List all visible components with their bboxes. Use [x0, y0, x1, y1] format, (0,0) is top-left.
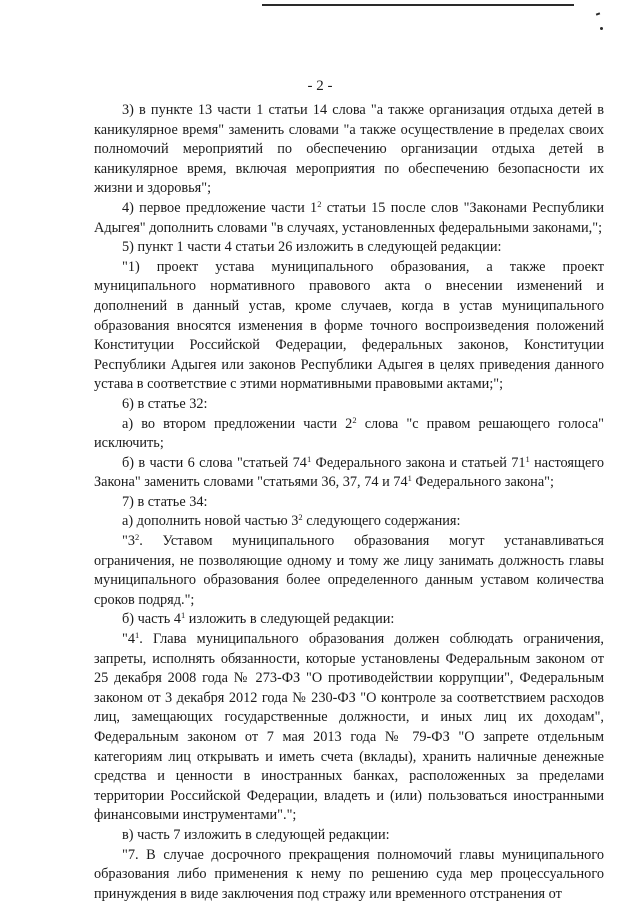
superscript: 2 [135, 532, 140, 543]
superscript: 1 [135, 630, 140, 641]
paragraph [94, 454, 604, 493]
paragraph [94, 238, 604, 258]
paragraph [94, 610, 604, 630]
scan-edge-line [262, 4, 574, 6]
superscript: 1 [180, 610, 186, 621]
text-run: . Глава муниципального образования должен соблюдать ограничения, запреты, исполнять обязанности, которые установлены Федеральным законом от 25 декабря 2008 года № 273-ФЗ "О противодействии коррупции", Федеральным законом от 3 декабря 2012 года № 230-ФЗ "О контроле за соответствием расходов лиц, замещающих государственные должности, и иных лиц их доходам", Федеральным законом от 7 мая 2013 года № 79-ФЗ "О запрете отдельным категориям лиц открывать и иметь счета (вклады), хранить наличные денежные средства и ценности в иностранных банках, расположенных за пределами территории Российской Федерации, владеть и (или) пользоваться иностранными финансовыми инструментами"."; [94, 631, 604, 824]
text-run: "1) проект устава муниципального образования, а также проект муниципального нормативного правового акта о внесении изменений и дополнений в данный устав, кроме случаев, когда в устав муниципального образования вносятся изменения в форме точного воспроизведения положений Конституции Российской Федерации, федеральных законов, Конституции Республики Адыгея или законов Республики Адыгея в целях приведения данного устава в соответствие с этими нормативными правовыми актами;"; [94, 258, 604, 393]
text-run: 4) первое предложение части 1 [122, 199, 318, 216]
text-run: а) дополнить новой частью 3 [122, 513, 299, 530]
superscript: 1 [407, 473, 412, 484]
text-run: Федерального закона"; [411, 474, 554, 491]
paragraph [94, 493, 604, 513]
text-run: слова "с правом решающего голоса" исключить; [94, 415, 604, 452]
superscript: 1 [306, 453, 312, 464]
text-run: настоящего Закона" заменить словами "статьями 36, 37, 74 и 74 [94, 454, 604, 491]
paragraph [94, 512, 604, 532]
text-run: Федерального закона и статьей 71 [311, 454, 526, 471]
paragraph [94, 199, 604, 238]
scan-speck [596, 12, 600, 15]
text-run: "4 [122, 631, 135, 648]
text-run: 7) в статье 34: [122, 493, 208, 510]
text-run: статьи 15 после слов "Законами Республики Адыгея" дополнить словами "в случаях, установленных федеральными законами,"; [94, 199, 604, 236]
text-run: изложить в следующей редакции: [185, 611, 395, 628]
paragraph [94, 415, 604, 454]
text-run: б) часть 4 [122, 611, 181, 628]
text-run: "7. В случае досрочного прекращения полномочий главы муниципального образования либо применения к нему по решению суда мер процессуального принуждения в виде заключения под стражу или временного отстранения от [94, 846, 604, 902]
text-run: б) в части 6 слова "статьей 74 [122, 454, 307, 471]
text-run: следующего содержания: [302, 513, 461, 530]
paragraph [94, 846, 604, 905]
paragraph [94, 101, 604, 199]
paragraph [94, 532, 604, 610]
text-run: 6) в статье 32: [122, 395, 208, 412]
text-run: "3 [122, 533, 135, 550]
scan-speck [600, 27, 603, 30]
superscript: 1 [525, 453, 530, 464]
text-run: в) часть 7 изложить в следующей редакции: [122, 826, 390, 843]
superscript: 2 [298, 512, 303, 523]
page-number: - 2 - [307, 78, 333, 94]
superscript: 2 [352, 414, 357, 425]
superscript: 2 [317, 198, 322, 209]
text-run: а) во втором предложении части 2 [122, 415, 353, 432]
paragraph [94, 826, 604, 846]
paragraph [94, 395, 604, 415]
document-body [94, 101, 604, 904]
text-run: 5) пункт 1 части 4 статьи 26 изложить в следующей редакции: [122, 239, 502, 256]
paragraph [94, 258, 604, 395]
text-run: 3) в пункте 13 части 1 статьи 14 слова "а также организация отдыха детей в каникулярное время" заменить словами "а также осуществление в пределах своих полномочий мероприятий по обеспечению организации отдыха детей в каникулярное время, включая мероприятия по обеспечению безопасности их жизни и здоровья"; [94, 102, 604, 197]
paragraph [94, 630, 604, 826]
text-run: . Уставом муниципального образования могут устанавливаться ограничения, не позволяющие одному и тому же лицу занимать должность главы муниципального образования более определенного данным уставом количества сроков подряд."; [94, 533, 604, 608]
